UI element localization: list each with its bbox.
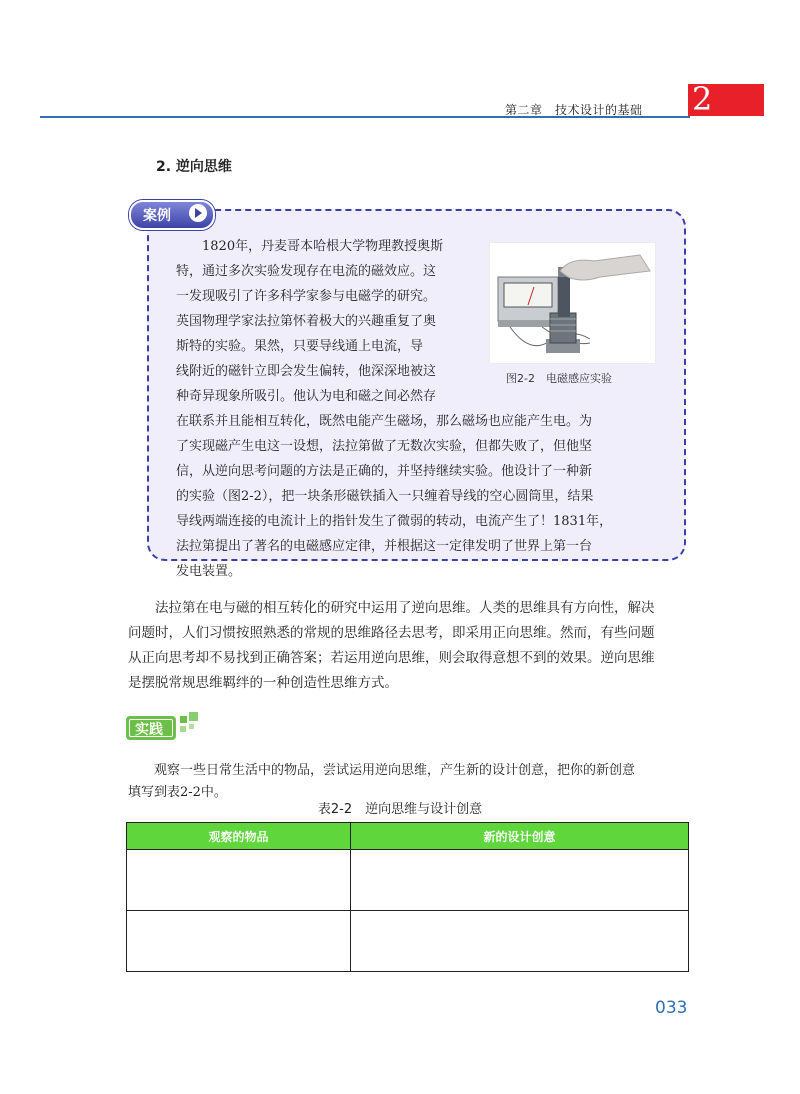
chevron-right-icon xyxy=(189,204,207,222)
body-line: 是摆脱常规思维羁绊的一种创造性思维方式。 xyxy=(128,675,398,691)
table-cell-design-idea[interactable] xyxy=(351,911,689,972)
case-line: 线附近的磁针立即会发生偏转，他深深地被这 xyxy=(176,364,437,379)
body-line: 法拉第在电与磁的相互转化的研究中运用了逆向思维。人类的思维具有方向性，解决 xyxy=(128,600,655,616)
chapter-number: 2 xyxy=(692,80,713,118)
table-cell-observed-item[interactable] xyxy=(127,911,351,972)
case-line: 的实验（图2-2），把一块条形磁铁插入一只缠着导线的空心圆筒里，结果 xyxy=(176,489,594,504)
table-row xyxy=(127,850,689,911)
case-line: 种奇异现象所吸引。他认为电和磁之间必然存 xyxy=(176,389,437,404)
page-number: 033 xyxy=(655,998,688,1018)
body-line: 问题时，人们习惯按照熟悉的常规的思维路径去思考，即采用正向思维。然而，有些问题 xyxy=(128,625,655,641)
body-line: 从正向思考却不易找到正确答案；若运用逆向思维，则会取得意想不到的效果。逆向思维 xyxy=(128,650,655,666)
decor-square xyxy=(180,716,187,723)
case-line: 法拉第提出了著名的电磁感应定律，并根据这一定律发明了世界上第一台 xyxy=(176,539,593,554)
practice-line: 观察一些日常生活中的物品，尝试运用逆向思维，产生新的设计创意，把你的新创意 xyxy=(128,763,636,778)
case-label: 案例 xyxy=(143,208,171,224)
practice-line: 填写到表2-2中。 xyxy=(128,785,227,800)
case-line: 了实现磁产生电这一设想，法拉第做了无数次实验，但都失败了，但他坚 xyxy=(176,439,593,454)
case-label-badge xyxy=(129,200,215,230)
chapter-tab xyxy=(688,80,764,118)
case-line: 在联系并且能相互转化，既然电能产生磁场，那么磁场也应能产生电。为 xyxy=(176,414,593,429)
design-idea-table xyxy=(126,822,689,972)
column-header-new-design-idea: 新的设计创意 xyxy=(351,823,689,850)
table-cell-design-idea[interactable] xyxy=(351,850,689,911)
case-line: 信，从逆向思考问题的方法是正确的，并坚持继续实验。他设计了一种新 xyxy=(176,464,593,479)
practice-badge xyxy=(126,716,176,740)
case-line: 斯特的实验。果然，只要导线通上电流，导 xyxy=(176,339,424,354)
table-title: 表2-2 逆向思维与设计创意 xyxy=(317,802,483,817)
table-row xyxy=(127,911,689,972)
decor-square xyxy=(189,712,198,721)
decor-square xyxy=(180,726,186,732)
practice-label: 实践 xyxy=(135,722,163,738)
table-header-row xyxy=(127,823,689,850)
case-line: 1820年，丹麦哥本哈根大学物理教授奥斯 xyxy=(176,239,444,254)
case-line: 英国物理学家法拉第怀着极大的兴趣重复了奥 xyxy=(176,314,437,329)
electromagnetic-induction-figure xyxy=(489,242,656,364)
chapter-title: 第二章 技术设计的基础 xyxy=(505,103,643,117)
case-line: 导线两端连接的电流计上的指针发生了微弱的转动，电流产生了！1831年， xyxy=(176,514,613,529)
section-title: 2. 逆向思维 xyxy=(156,159,232,175)
case-line: 特，通过多次实验发现存在电流的磁效应。这 xyxy=(176,264,437,279)
experiment-illustration xyxy=(490,243,655,363)
table-cell-observed-item[interactable] xyxy=(127,850,351,911)
figure-caption: 图2-2 电磁感应实验 xyxy=(506,372,612,385)
case-line: 一发现吸引了许多科学家参与电磁学的研究。 xyxy=(176,289,437,304)
decor-square xyxy=(189,724,194,729)
case-line: 发电装置。 xyxy=(176,564,242,579)
column-header-observed-item: 观察的物品 xyxy=(127,823,351,850)
